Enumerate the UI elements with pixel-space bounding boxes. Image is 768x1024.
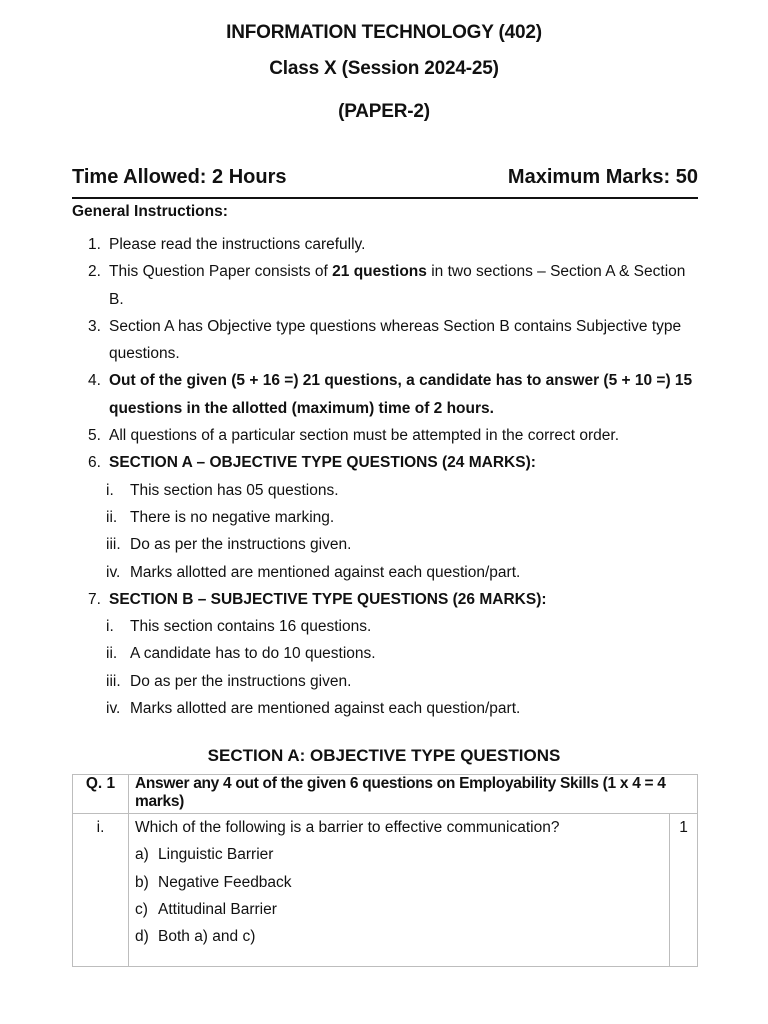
instruction-item [88, 313, 698, 368]
option-text: Both a) and c) [158, 928, 256, 946]
sub-instruction-item [88, 640, 698, 667]
instruction-number: 2. [88, 263, 101, 281]
sub-instruction-item [88, 668, 698, 695]
sub-instruction-text: This section has 05 questions. [130, 481, 339, 499]
instruction-number: 1. [88, 236, 101, 253]
maximum-marks: Maximum Marks: 50 [507, 166, 698, 188]
instruction-text: in two sections – Section A & Section B. [109, 263, 686, 308]
sub-instruction-item [88, 504, 698, 531]
option-text: Linguistic Barrier [158, 846, 274, 864]
sub-instruction-item [88, 559, 698, 586]
instruction-item [88, 422, 698, 449]
instruction-text: SECTION B – SUBJECTIVE TYPE QUESTIONS (26 MARKS): [109, 590, 547, 608]
part-number: i. [73, 814, 129, 967]
sub-instruction-number: iv. [106, 563, 121, 581]
option-label: b) [135, 873, 149, 891]
header-divider [72, 197, 698, 199]
time-allowed: Time Allowed: 2 Hours [72, 166, 287, 188]
question-header-row [73, 775, 698, 814]
sub-instruction-text: This section contains 16 questions. [130, 618, 372, 636]
instruction-text: Out of the given (5 + 16 =) 21 questions, a candidate has to answer (5 + 10 =) 15 questions in the allotted (maximum) time of 2 hours. [109, 372, 693, 417]
instruction-item-section-b [88, 586, 698, 613]
option-d [135, 923, 669, 950]
instruction-number: 6. [88, 454, 101, 472]
class-session: Class X (Session 2024-25) [269, 58, 499, 79]
instruction-text: Section A has Objective type questions whereas Section B contains Subjective type questions. [109, 317, 682, 363]
sub-instruction-item [88, 531, 698, 558]
option-text: Attitudinal Barrier [158, 900, 277, 918]
sub-instruction-item [88, 477, 698, 504]
sub-instruction-item [88, 613, 698, 640]
instruction-number: 5. [88, 427, 101, 445]
sub-instruction-number: iv. [106, 700, 121, 718]
sub-instruction-text: A candidate has to do 10 questions. [130, 645, 376, 663]
sub-instruction-number: ii. [106, 508, 118, 526]
instruction-text: SECTION A – OBJECTIVE TYPE QUESTIONS (24 MARKS): [109, 454, 536, 472]
option-label: c) [135, 900, 148, 918]
option-b [135, 869, 669, 896]
instruction-emphasis: 21 questions [332, 263, 427, 281]
sub-instruction-number: ii. [106, 645, 118, 663]
instruction-text: Please read the instructions carefully. [109, 236, 366, 253]
instruction-text: This Question Paper consists of [109, 263, 333, 281]
option-text: Negative Feedback [158, 873, 292, 891]
sub-instruction-text: Marks allotted are mentioned against each question/part. [130, 700, 521, 718]
question-table [72, 774, 698, 967]
instruction-item [88, 367, 698, 422]
instruction-item-section-a [88, 449, 698, 476]
section-a-title: SECTION A: OBJECTIVE TYPE QUESTIONS [207, 746, 561, 765]
option-label: d) [135, 928, 149, 946]
question-heading: Answer any 4 out of the given 6 questions on Employability Skills (1 x 4 = 4 marks) [129, 775, 698, 814]
sub-instruction-text: Marks allotted are mentioned against each question/part. [130, 563, 521, 581]
question-part-content [129, 814, 670, 967]
sub-instruction-text: There is no negative marking. [130, 508, 335, 526]
option-a [135, 841, 669, 868]
marks-value: 1 [670, 814, 698, 967]
option-label: a) [135, 846, 149, 864]
instruction-item [88, 258, 698, 313]
instructions-list [88, 231, 698, 722]
question-number: Q. 1 [73, 775, 129, 814]
question-part-row [73, 814, 698, 967]
sub-instruction-text: Do as per the instructions given. [130, 672, 352, 690]
sub-instruction-item [88, 695, 698, 722]
instruction-item [88, 231, 698, 258]
option-c [135, 896, 669, 923]
instruction-number: 4. [88, 372, 101, 390]
sub-instruction-number: i. [106, 481, 114, 499]
paper-label: (PAPER-2) [338, 101, 430, 122]
instruction-number: 3. [88, 317, 101, 335]
general-instructions-title: General Instructions: [72, 203, 228, 220]
sub-instruction-number: iii. [106, 672, 121, 690]
sub-instruction-text: Do as per the instructions given. [130, 536, 352, 554]
question-text: Which of the following is a barrier to effective communication? [135, 819, 560, 836]
instruction-number: 7. [88, 590, 101, 608]
instruction-text: All questions of a particular section must be attempted in the correct order. [109, 427, 620, 445]
sub-instruction-number: iii. [106, 536, 121, 554]
subject-title: INFORMATION TECHNOLOGY (402) [226, 22, 542, 43]
sub-instruction-number: i. [106, 618, 114, 636]
